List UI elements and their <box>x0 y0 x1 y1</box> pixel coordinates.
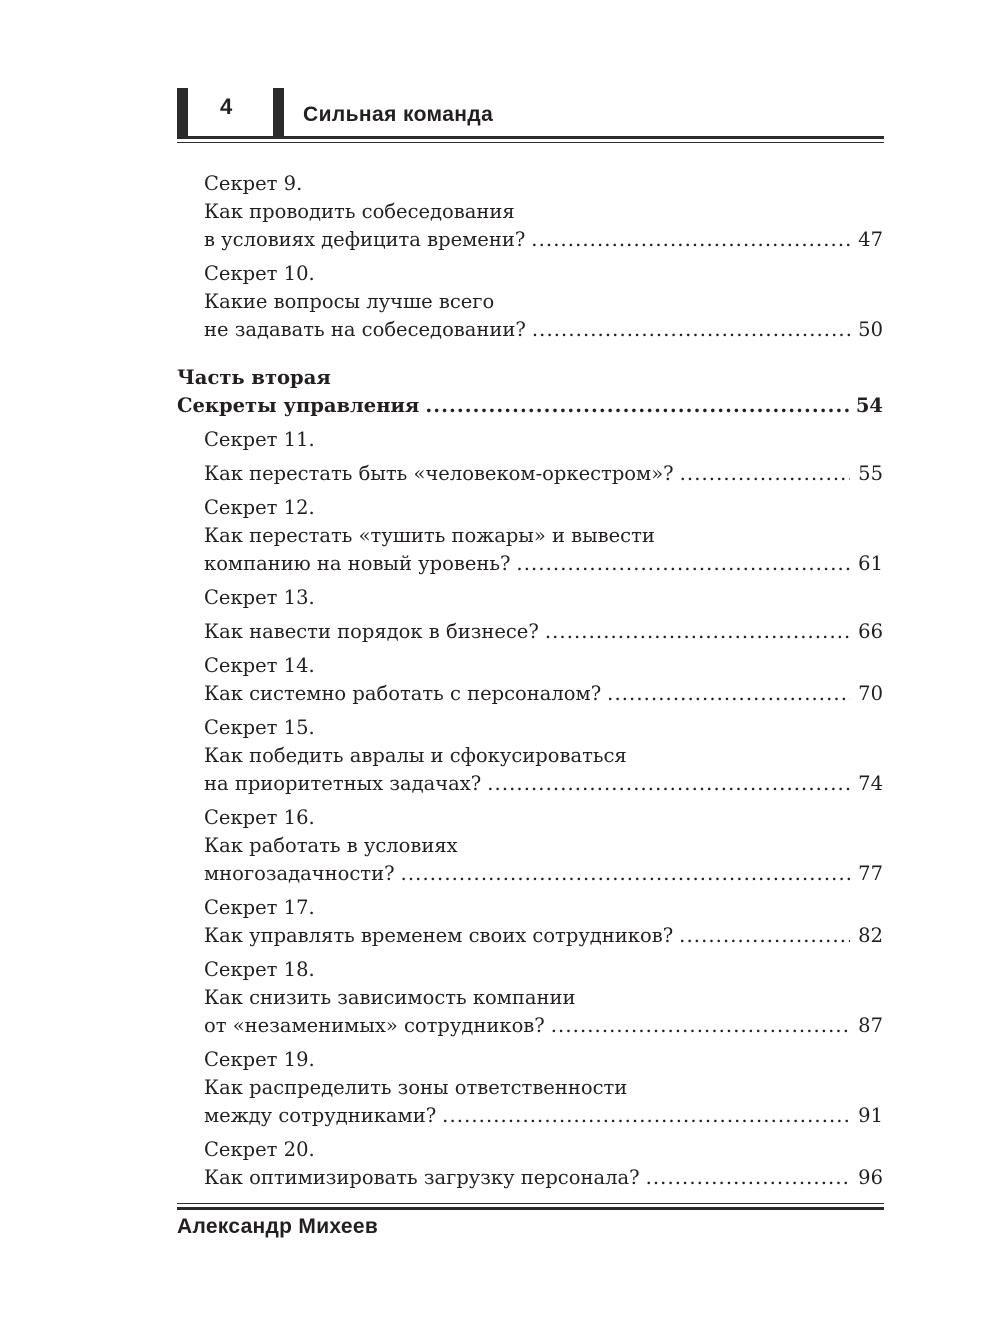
toc-page-number: 74 <box>858 772 883 795</box>
toc-entry-label: Секрет 13. <box>204 586 315 609</box>
toc-entry-label: Секрет 10. <box>204 262 315 285</box>
header-bar-left <box>177 88 188 136</box>
toc-entry-title: Как системно работать с персоналом? <box>204 682 602 705</box>
header-rule-thick <box>177 136 884 139</box>
toc-page-number: 77 <box>858 862 883 885</box>
dot-leader <box>646 1164 850 1192</box>
toc-page-number: 61 <box>858 552 883 575</box>
toc-entry-title: многозадачности? <box>204 862 395 885</box>
toc-page-number: 82 <box>858 924 883 947</box>
dot-leader <box>607 680 850 708</box>
toc-entry-title: Как оптимизировать загрузку персонала? <box>204 1166 640 1189</box>
toc-page-number: 70 <box>858 682 883 705</box>
toc-entry-title: Какие вопросы лучше всего <box>204 290 495 313</box>
toc-page-number: 50 <box>858 318 883 341</box>
toc-entry-label: Секрет 18. <box>204 958 315 981</box>
toc-entry-title: между сотрудниками? <box>204 1104 437 1127</box>
toc-entry-secret-16[interactable] <box>177 804 883 888</box>
toc-page-number: 96 <box>858 1166 883 1189</box>
toc-entry-label: Секрет 17. <box>204 896 315 919</box>
toc-entry-secret-15[interactable] <box>177 714 883 798</box>
toc-entry-title: Как снизить зависимость компании <box>204 986 576 1009</box>
toc-entry-secret-10[interactable] <box>177 260 883 344</box>
toc-entry-label: Секрет 15. <box>204 716 315 739</box>
dot-leader <box>545 618 850 646</box>
dot-leader <box>680 460 850 488</box>
toc-page-number: 91 <box>858 1104 883 1127</box>
toc-entry-label: Секрет 9. <box>204 172 303 195</box>
toc-page-number: 55 <box>858 462 883 485</box>
toc-entry-title: Как распределить зоны ответственности <box>204 1076 628 1099</box>
toc-entry-label: Секрет 16. <box>204 806 315 829</box>
toc-page-number: 47 <box>858 228 883 251</box>
toc-page-number: 66 <box>858 620 883 643</box>
toc-entry-title: в условиях дефицита времени? <box>204 228 526 251</box>
toc-entry-label: Секрет 20. <box>204 1138 315 1161</box>
running-header <box>177 88 884 144</box>
toc-part-two[interactable] <box>177 364 883 420</box>
toc-entry-secret-19[interactable] <box>177 1046 883 1130</box>
header-bar-middle <box>273 88 284 136</box>
toc-entry-title: Как проводить собеседования <box>204 200 515 223</box>
toc-entry-secret-14[interactable] <box>177 652 883 708</box>
toc-entry-title: на приоритетных задачах? <box>204 772 482 795</box>
toc-entry-label: Секрет 12. <box>204 496 315 519</box>
toc-entry-label: Секрет 11. <box>204 428 315 451</box>
toc-entry-secret-17[interactable] <box>177 894 883 950</box>
header-rule-thin <box>177 142 884 143</box>
table-of-contents <box>177 170 883 1192</box>
toc-entry-secret-20[interactable] <box>177 1136 883 1192</box>
toc-entry-secret-12[interactable] <box>177 494 883 578</box>
page-number: 4 <box>220 94 233 119</box>
toc-entry-title: Как работать в условиях <box>204 834 458 857</box>
toc-entry-label: Секрет 19. <box>204 1048 315 1071</box>
toc-entry-title: Как навести порядок в бизнесе? <box>204 620 539 643</box>
toc-entry-title: Как перестать «тушить пожары» и вывести <box>204 524 655 547</box>
toc-entry-secret-9[interactable] <box>177 170 883 254</box>
running-footer <box>177 1203 884 1243</box>
dot-leader <box>401 860 850 888</box>
dot-leader <box>487 770 850 798</box>
toc-entry-title: Как победить авралы и сфокусироваться <box>204 744 627 767</box>
toc-entry-title: Как перестать быть «человеком-оркестром»? <box>204 462 674 485</box>
toc-entry-label: Секрет 14. <box>204 654 315 677</box>
footer-rule-thin <box>177 1203 884 1204</box>
footer-rule-thick <box>177 1207 884 1210</box>
book-title: Сильная команда <box>303 103 494 126</box>
dot-leader <box>516 550 850 578</box>
toc-entry-secret-13[interactable] <box>177 584 883 646</box>
dot-leader <box>532 316 850 344</box>
dot-leader <box>531 226 850 254</box>
toc-page-number: 54 <box>855 394 883 417</box>
author-name: Александр Михеев <box>177 1215 379 1238</box>
toc-entry-title: компанию на новый уровень? <box>204 552 511 575</box>
toc-entry-title: не задавать на собеседовании? <box>204 318 526 341</box>
toc-entry-secret-18[interactable] <box>177 956 883 1040</box>
dot-leader <box>679 922 850 950</box>
dot-leader <box>551 1012 850 1040</box>
dot-leader <box>425 392 849 420</box>
toc-entry-secret-11[interactable] <box>177 426 883 488</box>
part-title: Секреты управления <box>177 394 420 417</box>
toc-entry-title: от «незаменимых» сотрудников? <box>204 1014 545 1037</box>
dot-leader <box>442 1102 850 1130</box>
toc-entry-title: Как управлять временем своих сотрудников? <box>204 924 674 947</box>
part-label: Часть вторая <box>177 366 331 389</box>
toc-page-number: 87 <box>858 1014 883 1037</box>
